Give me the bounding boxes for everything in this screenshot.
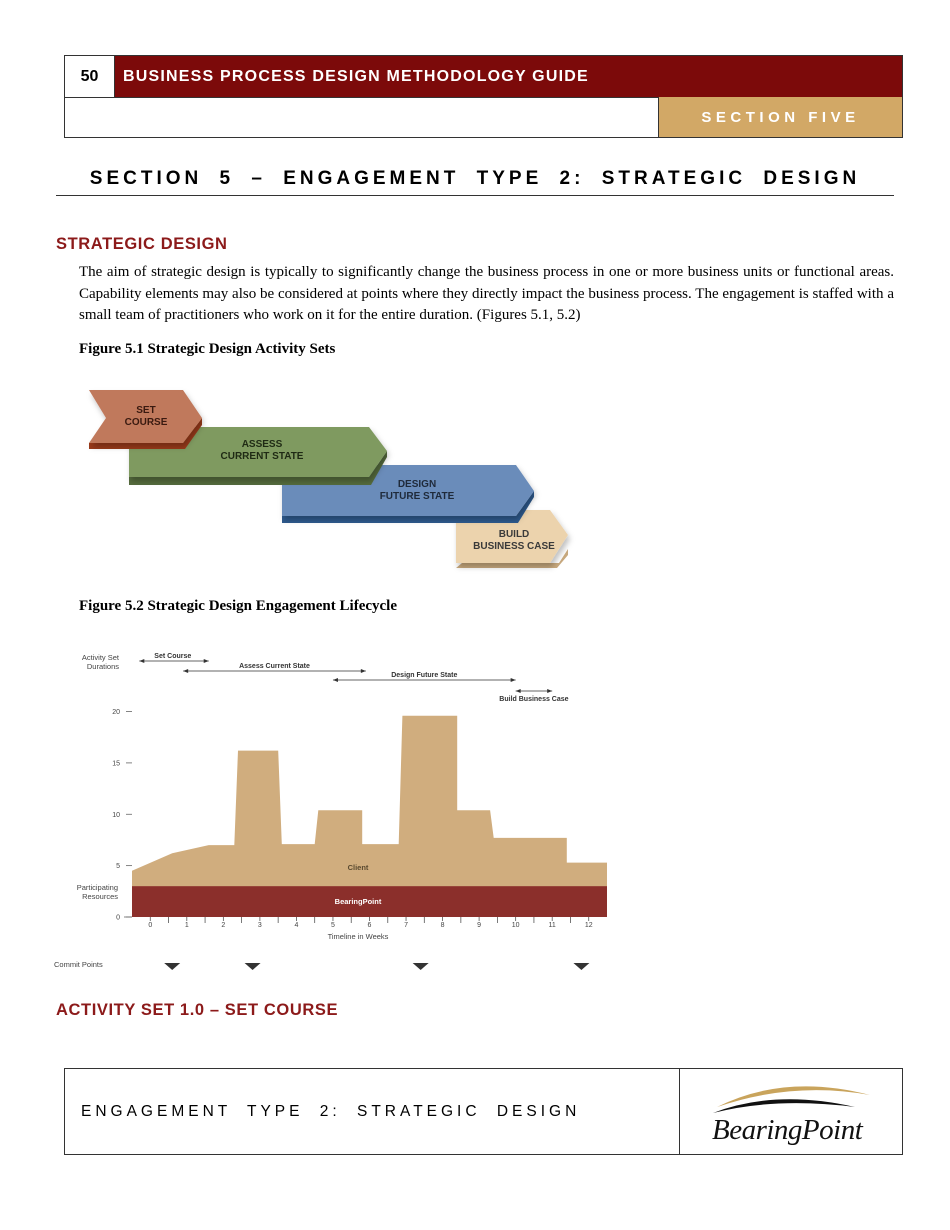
activity-sets-diagram: [84, 385, 584, 580]
step-label-line1: SET: [136, 405, 156, 416]
footer-divider: [679, 1069, 680, 1154]
y-tick-label: 5: [116, 863, 120, 871]
duration-arrow-right: [511, 678, 516, 682]
logo-wordmark: BearingPoint: [712, 1114, 863, 1146]
x-tick-label: 9: [477, 922, 482, 929]
step-label-line2: COURSE: [124, 417, 168, 428]
commit-points-label: Commit Points: [54, 960, 103, 969]
body-paragraph: The aim of strategic design is typically to significantly change the business process in one or more business units or functional areas. Capability elements may also be considered at points where they directly impact the business process. The engagement is staffed with a small team of practitioners who work on it for the entire duration. (Figures 5.1, 5.2): [79, 264, 894, 323]
page-header: [64, 55, 903, 138]
step-label-line2: CURRENT STATE: [220, 451, 304, 462]
footer-title: ENGAGEMENT TYPE 2: STRATEGIC DESIGN: [81, 1103, 581, 1120]
x-tick-label: 11: [548, 922, 556, 929]
duration-label: Assess Current State: [239, 663, 310, 670]
activity-label-line2: Durations: [86, 662, 119, 671]
step-label-line1: BUILD: [498, 529, 530, 540]
duration-arrow-right: [361, 669, 366, 673]
duration-arrow-right: [204, 659, 209, 663]
section-title: SECTION 5 – ENGAGEMENT TYPE 2: STRATEGIC DESIGN: [89, 168, 861, 189]
duration-arrow-left: [139, 659, 144, 663]
step-label-line1: DESIGN: [397, 479, 437, 490]
guide-title: BUSINESS PROCESS DESIGN METHODOLOGY GUIDE: [115, 56, 902, 97]
x-tick-label: 1: [184, 922, 189, 929]
commit-point-marker: [413, 963, 429, 970]
activity-label-line1: Activity Set: [81, 653, 119, 662]
x-tick-label: 7: [404, 922, 408, 929]
x-tick-label: 4: [294, 922, 299, 929]
participating-label-line1: Participating: [76, 883, 118, 892]
duration-arrow-left: [183, 669, 188, 673]
x-tick-label: 8: [440, 922, 445, 929]
page-footer: [64, 1068, 903, 1155]
y-tick-label: 15: [112, 760, 120, 768]
section-tag: SECTION FIVE: [658, 97, 902, 137]
commit-point-marker: [245, 963, 261, 970]
bearingpoint-label: BearingPoint: [334, 897, 382, 906]
step-set-course: [89, 390, 202, 449]
figure-5-2-caption: Figure 5.2 Strategic Design Engagement Lifecycle: [79, 598, 397, 614]
heading-activity-set: ACTIVITY SET 1.0 – SET COURSE: [56, 1001, 339, 1019]
x-tick-label: 3: [257, 922, 262, 929]
logo-swoosh: [717, 1086, 870, 1107]
x-tick-label: 5: [331, 922, 335, 929]
engagement-lifecycle-chart: [50, 645, 620, 975]
step-label-line1: ASSESS: [241, 439, 283, 450]
step-label-line2: FUTURE STATE: [379, 491, 455, 502]
x-tick-label: 6: [367, 922, 372, 929]
x-tick-label: 12: [584, 922, 593, 929]
commit-point-marker: [573, 963, 589, 970]
x-tick-label: 10: [511, 922, 520, 929]
client-label: Client: [347, 863, 369, 872]
y-tick-label: 10: [112, 811, 120, 819]
bearingpoint-logo: [705, 1077, 885, 1149]
heading-strategic-design: STRATEGIC DESIGN: [56, 235, 228, 253]
y-tick-label: 20: [112, 709, 120, 717]
page-number: 50: [65, 56, 115, 97]
participating-label-line2: Resources: [82, 892, 118, 901]
figure-5-1-caption: Figure 5.1 Strategic Design Activity Sets: [79, 341, 336, 357]
duration-label: Set Course: [154, 653, 192, 660]
duration-arrow-right: [547, 689, 552, 693]
duration-arrow-left: [516, 689, 521, 693]
duration-arrow-left: [333, 678, 338, 682]
section-rule: [56, 195, 894, 196]
commit-point-marker: [164, 963, 180, 970]
x-tick-label: 2: [221, 922, 226, 929]
x-axis-label: Timeline in Weeks: [327, 932, 389, 941]
duration-label: Build Business Case: [499, 696, 569, 703]
step-label-line2: BUSINESS CASE: [473, 541, 555, 552]
duration-label: Design Future State: [391, 672, 458, 679]
x-tick-label: 0: [148, 922, 153, 929]
y-tick-label: 0: [116, 914, 120, 922]
